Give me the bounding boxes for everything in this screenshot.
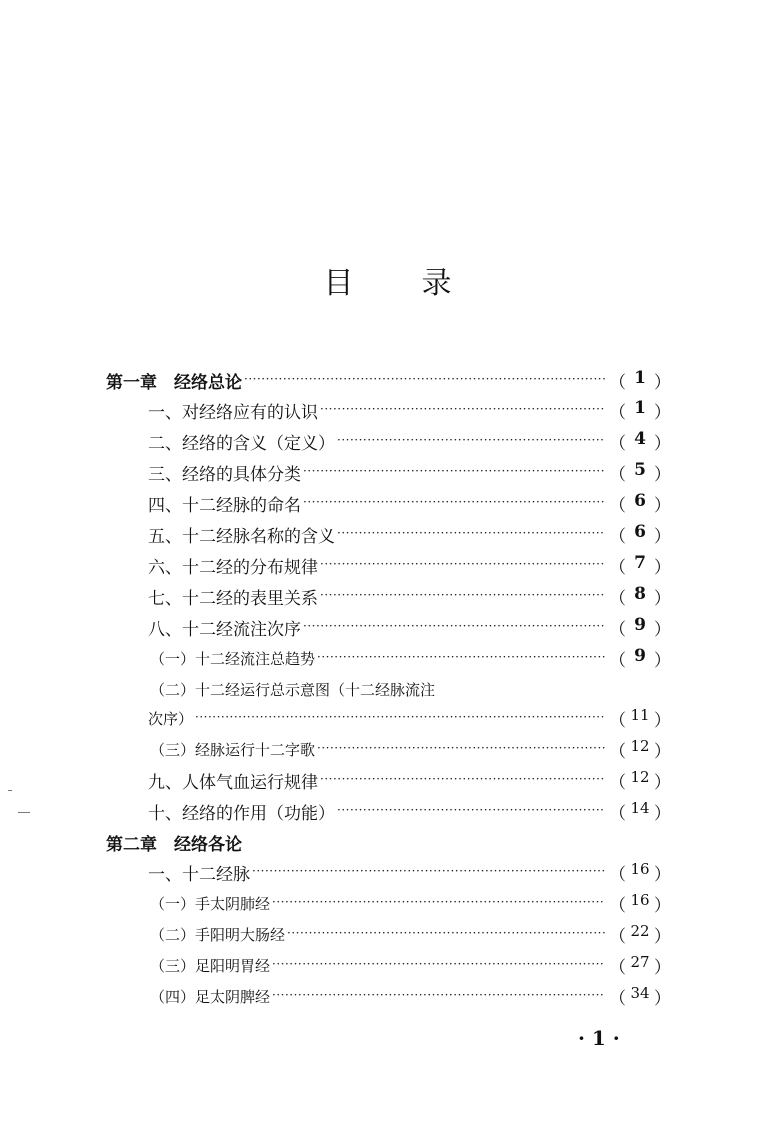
toc-entry[interactable] [148,520,671,548]
leader-dots [287,920,605,948]
leader-dots [320,396,605,424]
page-title [0,258,775,302]
toc-entry-label: 六、十二经的分布规律 [148,557,318,578]
leader-dots [303,458,605,486]
title-char-2: 录 [421,266,452,301]
toc-entry[interactable] [150,951,671,979]
title-char-1: 目 [323,266,354,301]
toc-entry-label: 第二章 经络各论 [106,834,242,855]
toc-entry[interactable] [148,582,671,610]
toc-entry[interactable] [150,982,671,1010]
leader-dots [337,427,605,455]
leader-dots [317,735,605,763]
toc-entry[interactable] [148,613,671,641]
leader-dots [272,951,605,979]
leader-dots [252,858,605,886]
toc-entry-label: （二）手阳明大肠经 [150,925,286,944]
toc-page-ref: （ 1 ） [609,367,671,393]
leader-dots [320,766,605,794]
leader-dots [303,489,605,517]
leader-dots [272,889,605,917]
toc-page-ref: （ 6 ） [609,490,671,516]
toc-entry-label: 第一章 经络总论 [106,372,242,393]
toc-entry[interactable] [150,889,671,917]
toc-entry[interactable] [148,458,671,486]
toc-entry-label: （一）手太阴肺经 [150,894,271,913]
toc-entry-label: 十、经络的作用（功能） [148,803,335,824]
toc-page-ref: （ 11 ） [609,705,671,731]
toc-page-ref: （ 7 ） [609,552,671,578]
toc-entry-label: （四）足太阴脾经 [150,987,271,1006]
leader-dots [244,366,605,394]
leader-dots [337,520,605,548]
scan-artifact-mark [8,790,12,791]
toc-page-ref: （ 9 ） [609,645,671,671]
toc-entry-label: 一、十二经脉 [148,864,250,885]
toc-entry-label: 五、十二经脉名称的含义 [148,526,335,547]
toc-entry-label: （三）经脉运行十二字歌 [150,740,316,759]
toc-page-ref: （ 5 ） [609,459,671,485]
toc-page-ref: （ 16 ） [609,890,671,916]
toc-entry[interactable] [148,551,671,579]
scan-artifact-mark [18,812,30,813]
toc-page-ref: （ 14 ） [609,798,671,824]
toc-entry[interactable] [150,920,671,948]
toc-entry-label: 八、十二经流注次序 [148,619,301,640]
leader-dots [320,551,605,579]
toc-page-ref: （ 16 ） [609,859,671,885]
toc-page-ref: （ 12 ） [609,736,671,762]
toc-entry[interactable] [148,704,671,732]
toc-entry-chapter-2[interactable] [106,828,671,856]
toc-entry-label: （一）十二经流注总趋势 [150,649,316,668]
toc-entry[interactable] [150,644,671,672]
toc-page-ref: （ 22 ） [609,921,671,947]
toc-entry[interactable] [148,427,671,455]
leader-dots [320,582,605,610]
toc-page-ref: （ 4 ） [609,428,671,454]
toc-entry[interactable] [148,797,671,825]
toc-entry-label: 七、十二经的表里关系 [148,588,318,609]
toc-page-ref: （ 9 ） [609,614,671,640]
toc-entry[interactable] [148,489,671,517]
toc-page-ref: （ 27 ） [609,952,671,978]
toc-entry[interactable] [150,735,671,763]
toc-entry-wrapped-line[interactable] [150,675,671,703]
page-number: · 1 · [578,1026,620,1050]
toc-page-ref: （ 8 ） [609,583,671,609]
toc-entry-label: （二）十二经运行总示意图（十二经脉流注 [150,680,436,699]
leader-dots [272,982,605,1010]
toc-entry-label: 二、经络的含义（定义） [148,433,335,454]
toc-entry-label: 次序） [148,709,194,728]
toc-entry-label: （三）足阳明胃经 [150,956,271,975]
toc-page-ref: （ 6 ） [609,521,671,547]
toc-page-ref: （ 1 ） [609,397,671,423]
toc-entry-label: 一、对经络应有的认识 [148,402,318,423]
toc-entry-label: 四、十二经脉的命名 [148,495,301,516]
toc-entry[interactable] [148,766,671,794]
toc-entry[interactable] [148,858,671,886]
toc-page-ref: （ 34 ） [609,983,671,1009]
toc-entry-chapter-1[interactable] [106,366,671,394]
toc-entry-label: 三、经络的具体分类 [148,464,301,485]
toc-entry[interactable] [148,396,671,424]
leader-dots [317,644,605,672]
leader-dots [303,613,605,641]
leader-dots [195,704,605,732]
leader-dots [337,797,605,825]
toc-page-ref: （ 12 ） [609,767,671,793]
toc-entry-label: 九、人体气血运行规律 [148,772,318,793]
